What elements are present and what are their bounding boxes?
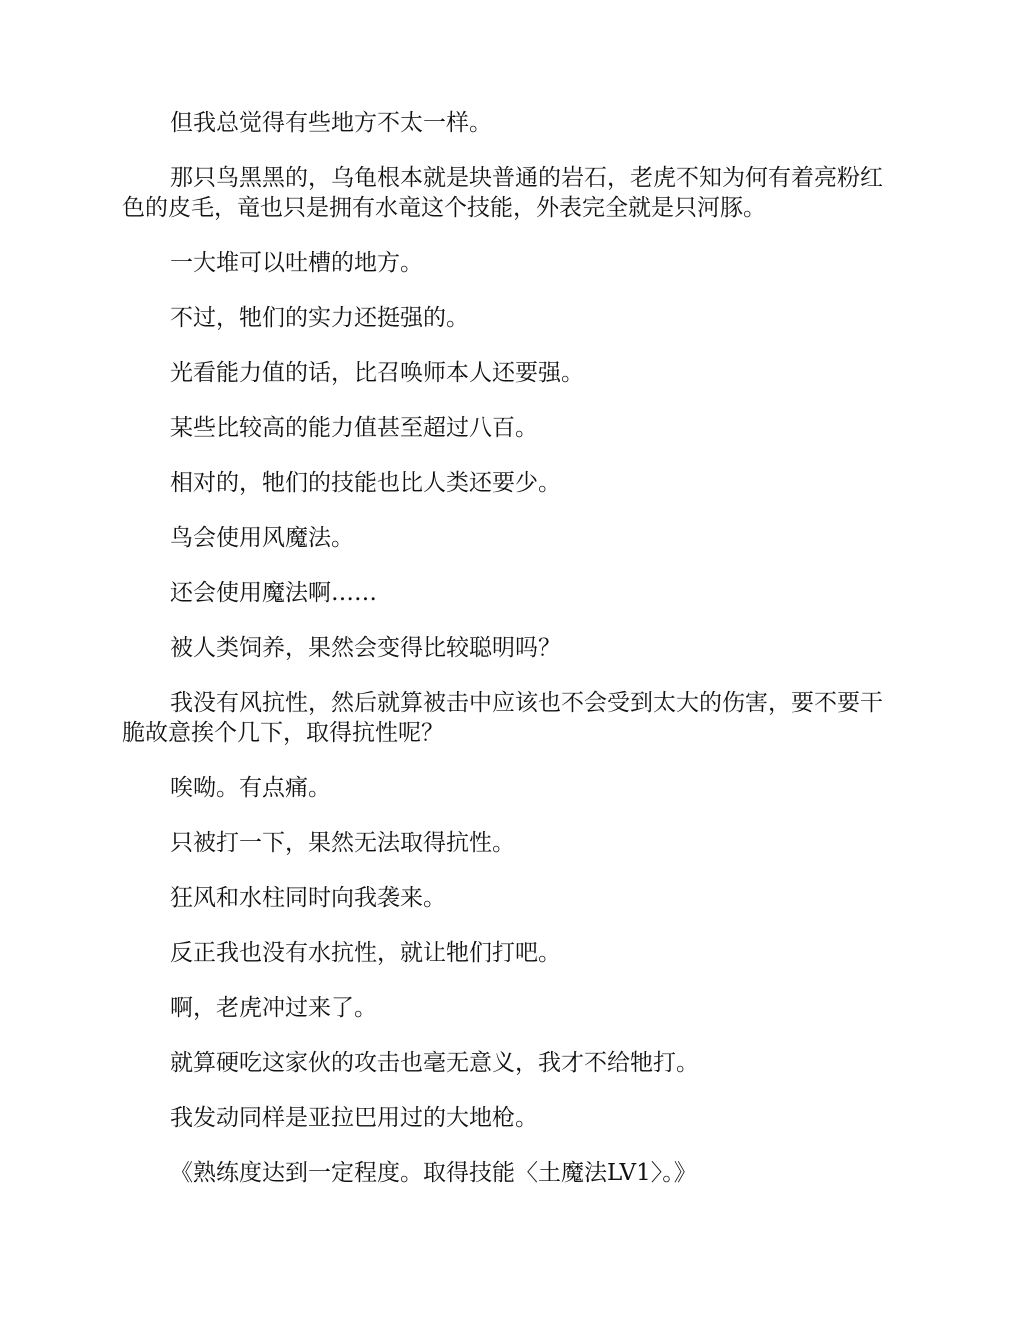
paragraph: 唉呦。有点痛。 (170, 775, 331, 801)
paragraph: 就算硬吃这家伙的攻击也毫无意义，我才不给牠打。 (170, 1050, 699, 1076)
paragraph: 我发动同样是亚拉巴用过的大地枪。 (170, 1105, 538, 1131)
document-page (122, 108, 898, 1213)
paragraph: 《熟练度达到一定程度。取得技能〈土魔法LV1〉。》 (170, 1160, 697, 1186)
paragraph: 不过，牠们的实力还挺强的。 (170, 305, 469, 331)
paragraph: 那只鸟黑黑的，乌龟根本就是块普通的岩石，老虎不知为何有着亮粉红色的皮毛，竜也只是拥有水竜这个技能，外表完全就是只河豚。 (122, 165, 883, 221)
paragraph: 反正我也没有水抗性，就让牠们打吧。 (170, 940, 561, 966)
paragraph: 鸟会使用风魔法。 (170, 525, 354, 551)
paragraph: 一大堆可以吐槽的地方。 (170, 250, 423, 276)
paragraph: 但我总觉得有些地方不太一样。 (170, 110, 492, 136)
paragraph: 还会使用魔法啊…… (170, 580, 377, 606)
paragraph: 啊，老虎冲过来了。 (170, 995, 377, 1021)
paragraph: 我没有风抗性，然后就算被击中应该也不会受到太大的伤害，要不要干脆故意挨个几下，取得抗性呢？ (122, 690, 883, 746)
paragraph: 狂风和水柱同时向我袭来。 (170, 885, 446, 911)
paragraph: 某些比较高的能力值甚至超过八百。 (170, 415, 538, 441)
paragraph: 光看能力值的话，比召唤师本人还要强。 (170, 360, 584, 386)
paragraph: 相对的，牠们的技能也比人类还要少。 (170, 470, 561, 496)
paragraph: 被人类饲养，果然会变得比较聪明吗？ (170, 635, 561, 661)
paragraph: 只被打一下，果然无法取得抗性。 (170, 830, 515, 856)
